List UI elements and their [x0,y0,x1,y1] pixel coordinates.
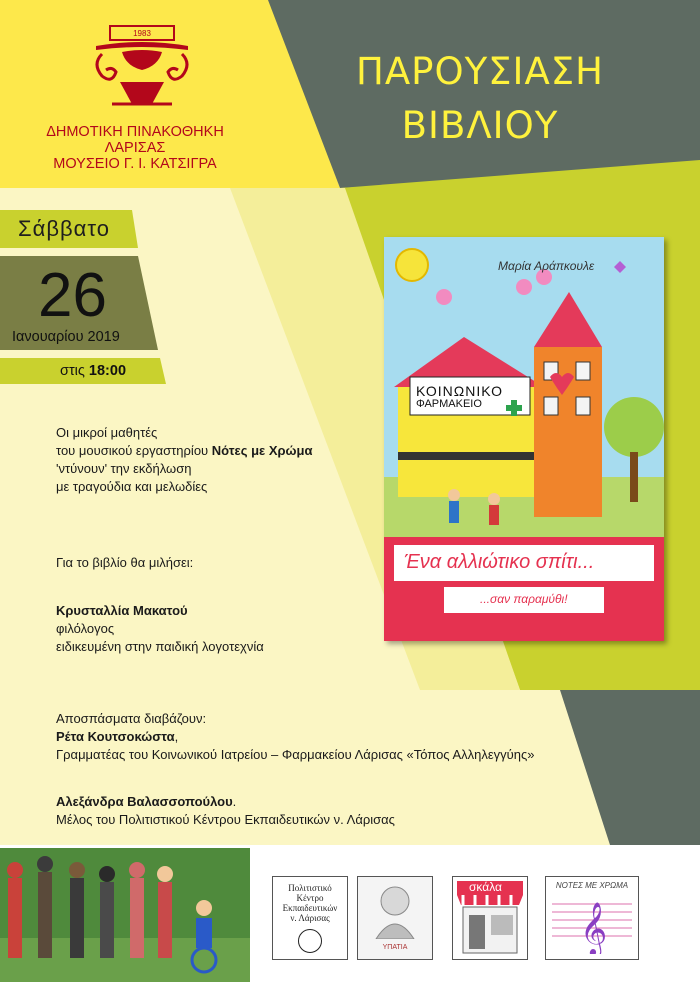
book-author: Μαρία Αράπκουλε [498,259,595,273]
event-month-year: Ιανουαρίου 2019 [12,329,120,345]
speaker-role2: ειδικευμένη στην παιδική λογοτεχνία [56,639,264,654]
speaker-name: Κρυσταλλία Μακατού [56,603,188,618]
reader1-role: Γραμματέας του Κοινωνικού Ιατρείου – Φαρμακείου Λάρισας «Τόπος Αλληλεγγύης» [56,747,535,762]
readers-intro: Αποσπάσματα διαβάζουν: [56,711,207,726]
event-time [60,363,126,379]
ypatia-portrait-icon [358,877,432,939]
organizer-name-line2: ΛΑΡΙΣΑΣ [104,140,166,156]
skala-word: σκάλα [469,880,502,894]
time-prefix: στις [60,363,85,379]
reader1-name: Ρέτα Κουτσοκώστα [56,729,175,744]
treble-clef-icon [546,890,638,954]
speaker-role1: φιλόλογος [56,621,115,636]
logo-year: 1983 [133,29,151,38]
intro-paragraph [56,424,396,496]
speaker-block [56,602,416,656]
sponsor-logo-skala [452,876,528,960]
event-title-line1: ΠΑΡΟΥΣΙΑΣΗ [356,50,604,93]
organizer-name-line1: ΔΗΜΟΤΙΚΗ ΠΙΝΑΚΟΘΗΚΗ [46,124,224,140]
children-painting [0,848,250,982]
book-cover [384,237,664,641]
reader2-role: Μέλος του Πολιτιστικού Κέντρου Εκπαιδευτικών ν. Λάρισας [56,812,395,827]
event-title-line2: ΒΙΒΛΙΟΥ [401,104,559,147]
weekday-label: Σάββατο [18,216,110,241]
reader2-block: Αλεξάνδρα Βαλασσοπούλου. Μέλος του Πολιτιστικού Κέντρου Εκπαιδευτικών ν. Λάρισας [56,793,656,829]
workshop-name: Νότες με Χρώμα [211,443,313,458]
book-illustration [384,237,664,641]
event-day: 26 [38,261,107,330]
book-sign-line1: ΚΟΙΝΩΝΙΚΟ [416,383,504,399]
intro-line4: με τραγούδια και μελωδίες [56,479,208,494]
svg-text:𝄞: 𝄞 [580,901,608,954]
book-subtitle: ...σαν παραμύθι! [480,592,568,606]
book-title: Ένα αλλιώτικο σπίτι... [404,551,595,573]
readers-block: Αποσπάσματα διαβάζουν: Ρέτα Κουτσοκώστα, Γραμματέας του Κοινωνικού Ιατρείου – Φαρμακείου Λάρισας «Τόπος Αλληλεγγύης» [56,710,656,764]
sponsor-logo-teachers-center: Πολιτιστικό Κέντρο Εκπαιδευτικών ν. Λάρισας [272,876,348,960]
organizer-name-line3: ΜΟΥΣΕΙΟ Γ. Ι. ΚΑΤΣΙΓΡΑ [53,156,217,172]
notes-logo-text: ΝΟΤΕΣ ΜΕ ΧΡΩΜΑ [555,881,629,890]
intro-line1: Οι μικροί μαθητές [56,425,158,440]
sponsor-logo-ypatia [357,876,433,960]
intro-line3: 'ντύνουν' την εκδήλωση [56,461,192,476]
ypatia-caption: ΥΠΑΤΙΑ [382,944,408,951]
sponsor-logo-notes-me-xroma [545,876,639,960]
speaker-intro: Για το βιβλίο θα μιλήσει: [56,555,194,570]
book-sign-line2: ΦΑΡΜΑΚΕΙΟ [416,398,482,410]
intro-line2: του μουσικού εργαστηρίου Νότες με Χρώμα [56,443,313,458]
reader2-name: Αλεξάνδρα Βαλασσοπούλου [56,794,233,809]
teachers-center-emblem-icon [298,929,322,953]
time-value: 18:00 [88,363,127,379]
